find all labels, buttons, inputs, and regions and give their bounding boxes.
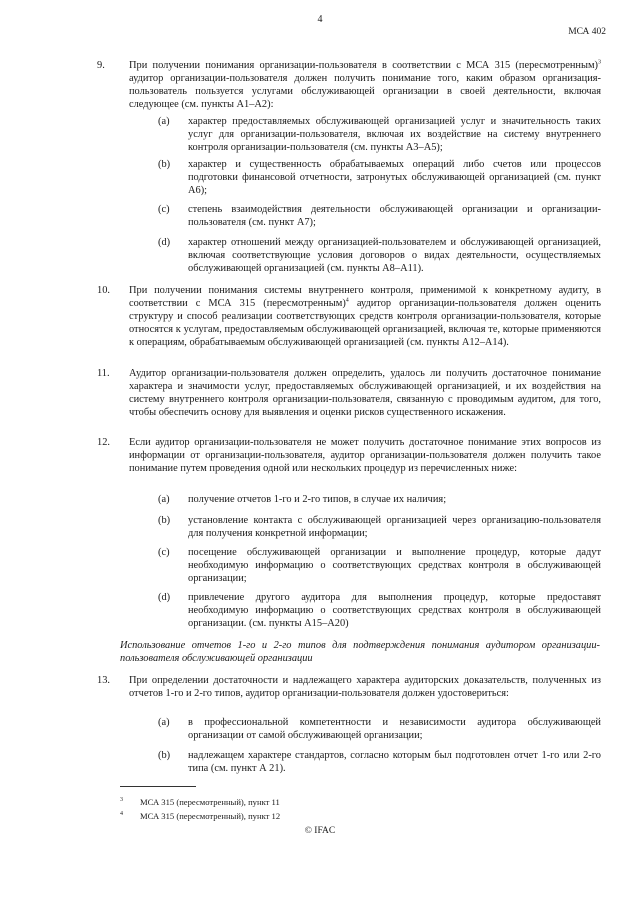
list-item-text: получение отчетов 1-го и 2-го типов, в случае их наличия;: [188, 494, 447, 505]
list-item-text: характер отношений между организацией-пользователем и обслуживающей организацией, включая соответствующие условия договоров о видах деятельности, осуществляемых обслуживающей организацией (см. пункты А8–А11).: [188, 237, 601, 274]
list-item-text: характер и существенность обрабатываемых операций либо счетов или процессов подготовки финансовой отчетности, затронутых обслуживающей организацией (см. пункт А6);: [188, 159, 601, 196]
list-item: [158, 115, 601, 154]
footnote-mark: 3: [120, 797, 123, 803]
paragraph-number: 9.: [97, 60, 105, 71]
list-item-text: привлечение другого аудитора для выполнения процедур, которые предоставят необходимую информацию о соответствующих средствах контроля в обслуживающей организации. (см. пункты А15–А20): [188, 592, 601, 629]
paragraph-text: При определении достаточности и надлежащего характера аудиторских доказательств, полученных из отчетов 1-го и 2-го типов, аудитор организации-пользователя должен удостовериться:: [129, 675, 601, 699]
paragraph-text: Аудитор организации-пользователя должен определить, удалось ли получить достаточное понимание характера и значимости услуг, предоставляемых обслуживающей организацией, и их воздействия на систему внутреннего контроля организации-пользователя, связанную с проводимым аудитом, для того, чтобы обеспечить основу для выявления и оценки рисков существенного искажения.: [129, 368, 601, 418]
list-item-text: в профессиональной компетентности и независимости аудитора обслуживающей организации от самой обслуживающей организации;: [188, 717, 601, 741]
list-item: [158, 236, 601, 275]
paragraph-10: [97, 284, 601, 349]
list-item-label: (a): [158, 116, 170, 127]
list-item: [158, 546, 601, 585]
paragraph-text: При получении понимания системы внутреннего контроля, применимой к конкретному аудиту, в соответствии с МСА 315 (пересмотренным): [129, 285, 601, 309]
list-item-label: (b): [158, 515, 171, 526]
footnote-ref: 3: [598, 59, 601, 66]
footnote-text: МСА 315 (пересмотренный), пункт 11: [140, 797, 280, 807]
paragraph-13: [97, 674, 601, 700]
list-item-label: (b): [158, 750, 171, 761]
list-item-label: (a): [158, 494, 170, 505]
list-item-label: (c): [158, 547, 170, 558]
section-heading: Использование отчетов 1-го и 2-го типов для подтверждения понимания аудитором организации-пользователя обслуживающей организации: [120, 640, 600, 664]
list-item-text: установление контакта с обслуживающей организацией через организацию-пользователя для получения конкретной информации;: [188, 515, 601, 539]
list-item: [158, 749, 601, 775]
paragraph-12: [97, 436, 601, 475]
paragraph-text: При получении понимания организации-пользователя в соответствии с МСА 315 (пересмотренным): [129, 60, 598, 71]
list-item: [158, 716, 601, 742]
list-item: [158, 591, 601, 630]
list-item-text: надлежащем характере стандартов, согласно которым был подготовлен отчет 1-го или 2-го типа (см. пункт А 21).: [188, 750, 601, 774]
footnote-text: МСА 315 (пересмотренный), пункт 12: [140, 811, 281, 821]
paragraph-9: [97, 59, 601, 111]
list-item: [158, 203, 601, 229]
paragraph-text-cont: аудитор организации-пользователя должен оценить структуру и способ реализации соответствующих средств контроля организации-пользователя, которые относятся к услугам, предоставляемым обслуживающей организацией, включая те, которые применяются к операциям, обрабатываемым обслуживающей организацией (см. пункты А12–А14).: [129, 298, 601, 348]
document-code: МСА 402: [568, 27, 606, 37]
list-item-label: (c): [158, 204, 170, 215]
list-item-label: (d): [158, 592, 171, 603]
list-item-label: (a): [158, 717, 170, 728]
paragraph-text: Если аудитор организации-пользователя не может получить достаточное понимание этих вопросов из информации от организации-пользователя, аудитор организации-пользователя должен получить такое понимание путем проведения одной или нескольких процедур из перечисленных ниже:: [129, 437, 601, 474]
list-item-text: характер предоставляемых обслуживающей организацией услуг и значительность таких услуг для организации-пользователя, включая их воздействие на систему внутреннего контроля организации-пользователя (см. пункты А3–А5);: [188, 116, 601, 153]
paragraph-number: 11.: [97, 368, 110, 379]
list-item-text: посещение обслуживающей организации и выполнение процедур, которые дадут необходимую информацию о соответствующих средствах контроля в обслуживающей организации;: [188, 547, 601, 584]
list-item: [158, 514, 601, 540]
list-item-label: (d): [158, 237, 171, 248]
paragraph-number: 10.: [97, 285, 110, 296]
paragraph-11: [97, 367, 601, 419]
paragraph-number: 12.: [97, 437, 110, 448]
footnote-mark: 4: [120, 811, 123, 817]
copyright-footer: © IFAC: [304, 826, 336, 836]
paragraph-number: 13.: [97, 675, 110, 686]
list-item: [158, 493, 601, 506]
list-item-label: (b): [158, 159, 171, 170]
page-number: 4: [317, 14, 323, 25]
footnote-divider: [120, 786, 196, 787]
footnote-ref: 4: [345, 297, 349, 304]
list-item-text: степень взаимодействия деятельности обслуживающей организации и организации-пользователя (см. пункт А7);: [188, 204, 601, 228]
paragraph-text-cont: аудитор организации-пользователя должен получить понимание того, каким образом организация-пользователь пользуется услугами обслуживающей организации в своей деятельности, включая следующее (см. пункты А1–А2):: [129, 73, 601, 110]
list-item: [158, 158, 601, 197]
